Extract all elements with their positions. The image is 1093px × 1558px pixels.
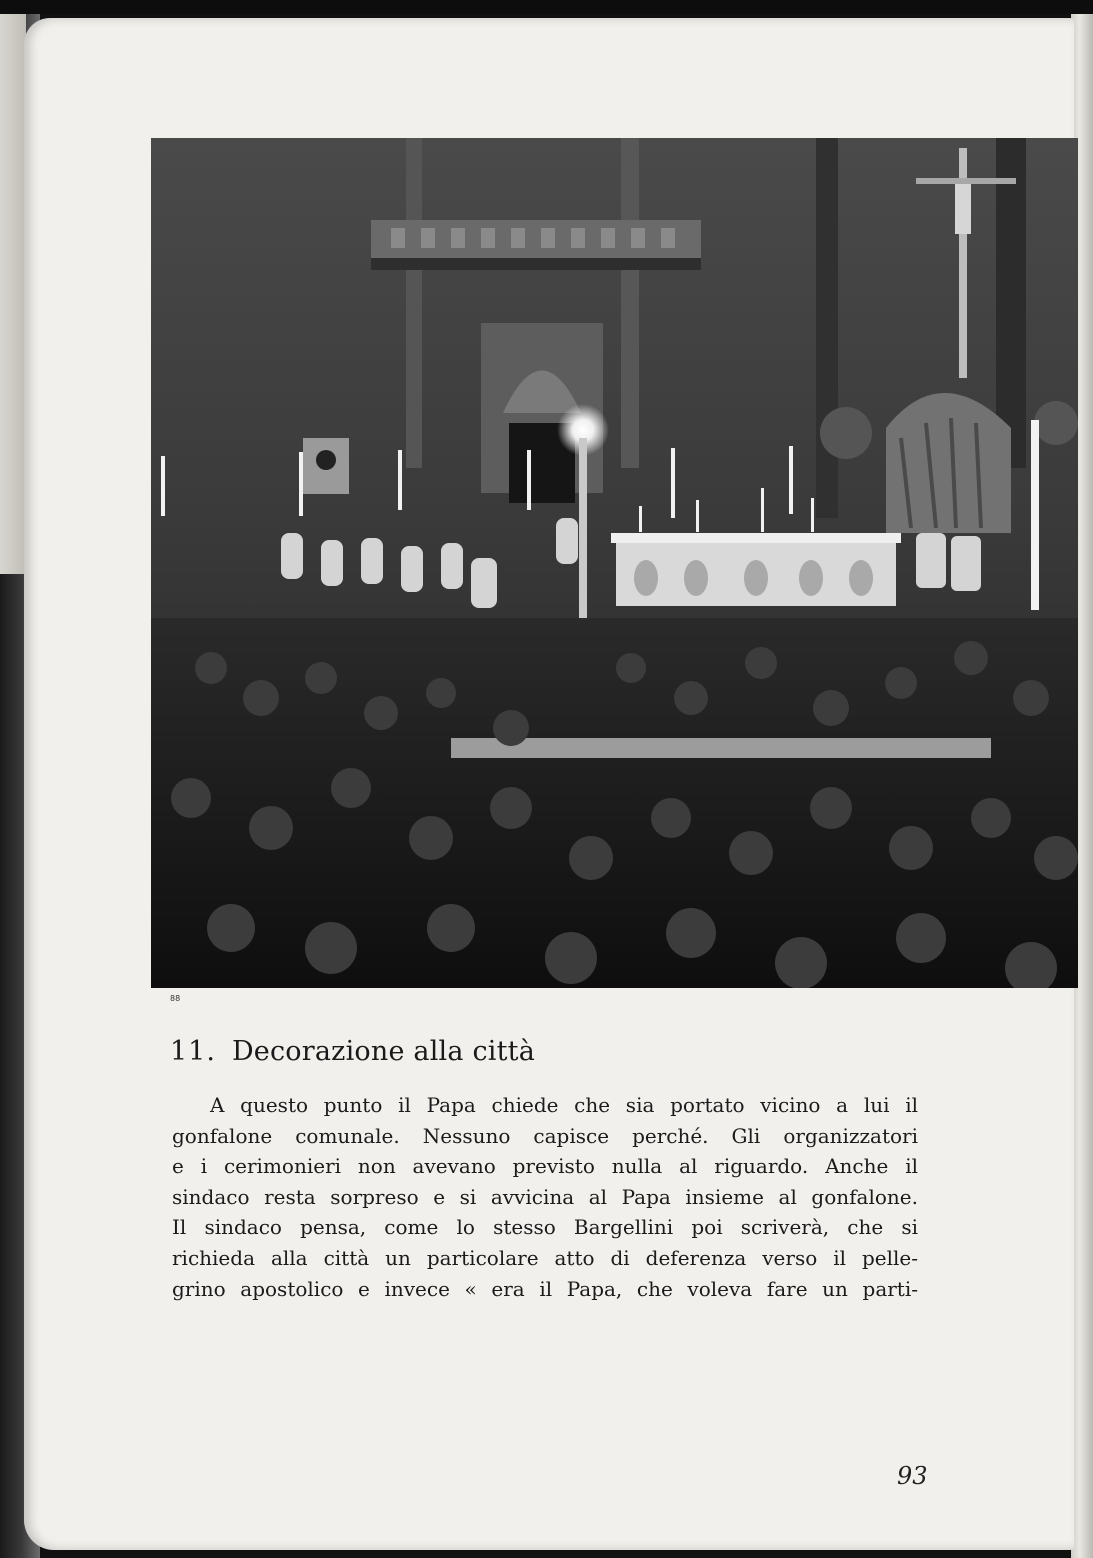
text-line: richieda alla città un particolare atto di deferenza verso il pelle-: [172, 1245, 918, 1270]
photograph-icon: [151, 138, 1078, 988]
text-line: A questo punto il Papa chiede che sia portato vicino a lui il: [210, 1093, 918, 1117]
text-line: gonfalone comunale. Nessuno capisce perché. Gli organizzatori: [172, 1123, 918, 1148]
figure-number: 88: [170, 994, 181, 1003]
body-paragraph: [172, 1090, 918, 1304]
section-heading: [170, 1036, 535, 1067]
text-line: sindaco resta sorpreso e si avvicina al Papa insieme al gonfalone.: [172, 1184, 918, 1209]
text-line: grino apostolico e invece « era il Papa, che voleva fare un parti-: [172, 1276, 918, 1301]
previous-page-edge: [0, 14, 26, 574]
section-number: 11.: [170, 1036, 216, 1067]
text-line: e i cerimonieri non avevano previsto nulla al riguardo. Anche il: [172, 1154, 918, 1179]
text-line: Il sindaco pensa, come lo stesso Bargellini poi scriverà, che si: [172, 1215, 918, 1240]
cathedral-mass-photograph: [151, 138, 1078, 988]
scan-top-edge: [0, 0, 1093, 14]
section-title: Decorazione alla città: [231, 1036, 536, 1067]
page-number: 93: [897, 1462, 928, 1490]
